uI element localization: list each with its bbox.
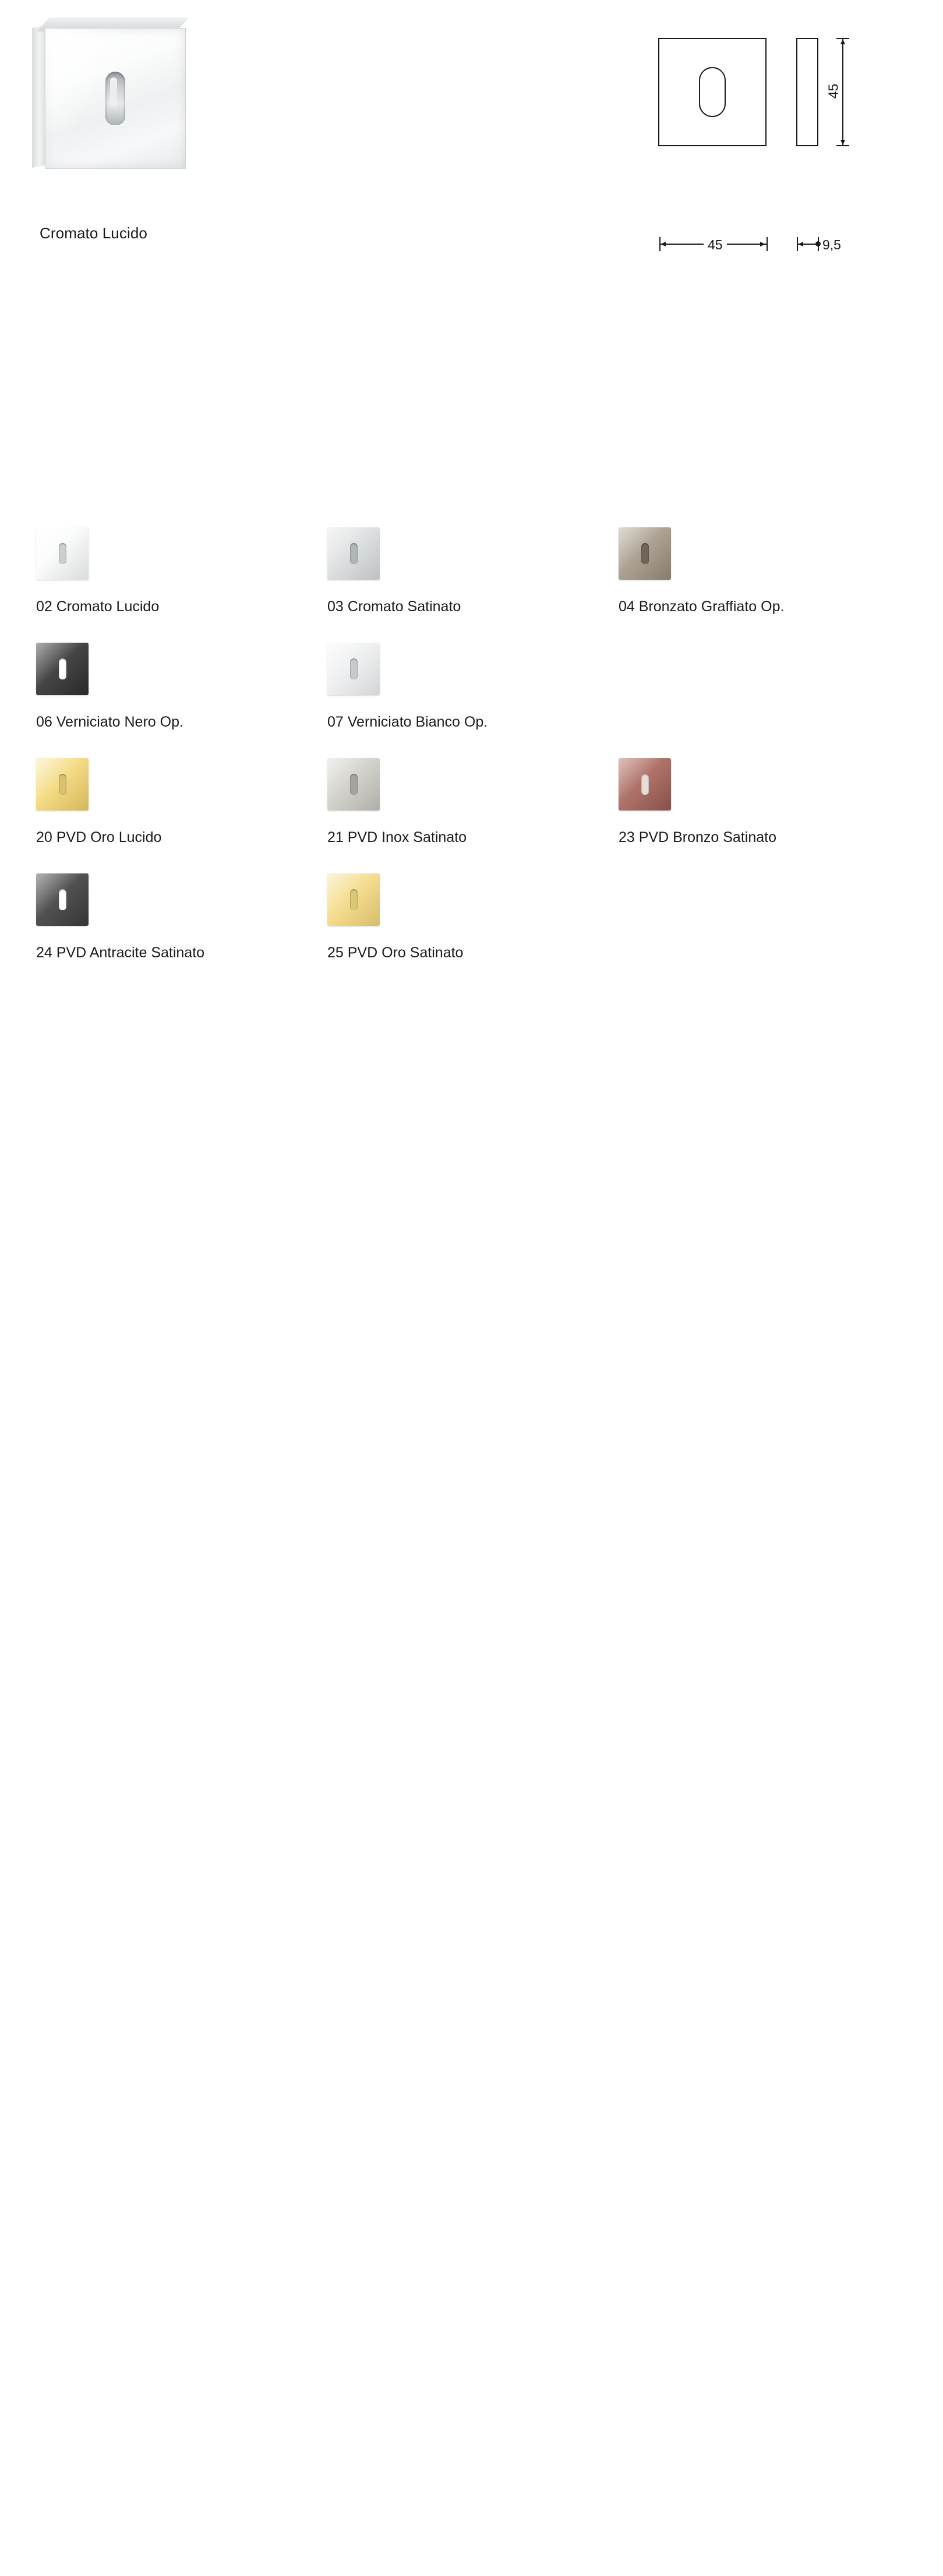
dimension-dot [815,241,821,246]
finish-row [36,758,910,873]
drawing-keyhole-icon [699,67,726,117]
finish-swatch[interactable] [327,758,380,810]
finish-label: 25 PVD Oro Satinato [327,945,464,961]
finish-option-02[interactable] [36,527,327,643]
keyhole-icon [350,774,358,795]
finish-label: 02 Cromato Lucido [36,598,160,615]
drawing-side-view [796,38,818,146]
finish-label: 20 PVD Oro Lucido [36,829,162,845]
dimension-height [825,38,857,146]
finish-row [36,643,910,758]
dimension-arrow-top [840,39,845,44]
dimension-arrow-bottom [840,140,845,145]
finish-swatch[interactable] [36,643,89,695]
dimension-thickness [796,234,866,253]
dimension-width-label: 45 [704,237,727,253]
finish-option-03[interactable] [327,527,619,643]
dimension-height-label: 45 [825,83,841,99]
keyhole-icon [641,543,649,564]
keyhole-icon [105,72,125,125]
finish-swatch[interactable] [619,758,671,810]
finish-swatch[interactable] [36,758,89,810]
finish-option-21[interactable] [327,758,619,873]
finish-label: 21 PVD Inox Satinato [327,829,467,845]
dimension-arrow-left [661,242,666,246]
keyhole-icon [59,774,66,795]
finish-swatch[interactable] [327,873,380,926]
product-front-face [45,28,186,169]
finish-row [36,527,910,643]
finish-label: 07 Verniciato Bianco Op. [327,714,488,730]
dimension-thickness-label: 9,5 [822,237,841,252]
finish-option-23[interactable] [619,758,910,873]
finish-swatch[interactable] [36,527,89,580]
finish-swatch[interactable] [619,527,671,580]
finish-option-04[interactable] [619,527,910,643]
dimension-arrow-right [760,242,765,246]
finish-option-06[interactable] [36,643,327,758]
dimension-line [842,38,843,146]
finish-row [36,873,910,989]
hero-section [0,0,943,274]
dimension-cap-right [767,237,768,251]
finish-option-20[interactable] [36,758,327,873]
keyhole-icon [59,543,66,564]
finish-option-25[interactable] [327,873,619,989]
finish-swatch[interactable] [327,643,380,695]
keyhole-icon [59,889,66,910]
hero-caption: Cromato Lucido [40,224,147,242]
finish-option-07[interactable] [327,643,619,758]
drawing-front-view [658,38,767,146]
dimension-arrow-left [798,242,803,246]
finish-label: 23 PVD Bronzo Satinato [619,829,776,845]
finish-label: 06 Verniciato Nero Op. [36,714,183,730]
keyhole-icon [350,658,358,679]
technical-drawing [658,32,903,252]
finish-label: 04 Bronzato Graffiato Op. [619,598,785,615]
finish-swatch[interactable] [36,873,89,926]
dimension-cap-bottom [836,145,849,146]
dimension-width [658,234,769,253]
keyhole-icon [59,658,66,679]
finish-swatch[interactable] [327,527,380,580]
product-image-escutcheon [32,17,189,175]
keyhole-icon [641,774,649,795]
keyhole-icon [350,543,358,564]
keyhole-icon [350,889,358,910]
finish-label: 24 PVD Antracite Satinato [36,945,205,961]
finish-options-grid [36,527,910,989]
finish-option-24[interactable] [36,873,327,989]
finish-label: 03 Cromato Satinato [327,598,461,615]
